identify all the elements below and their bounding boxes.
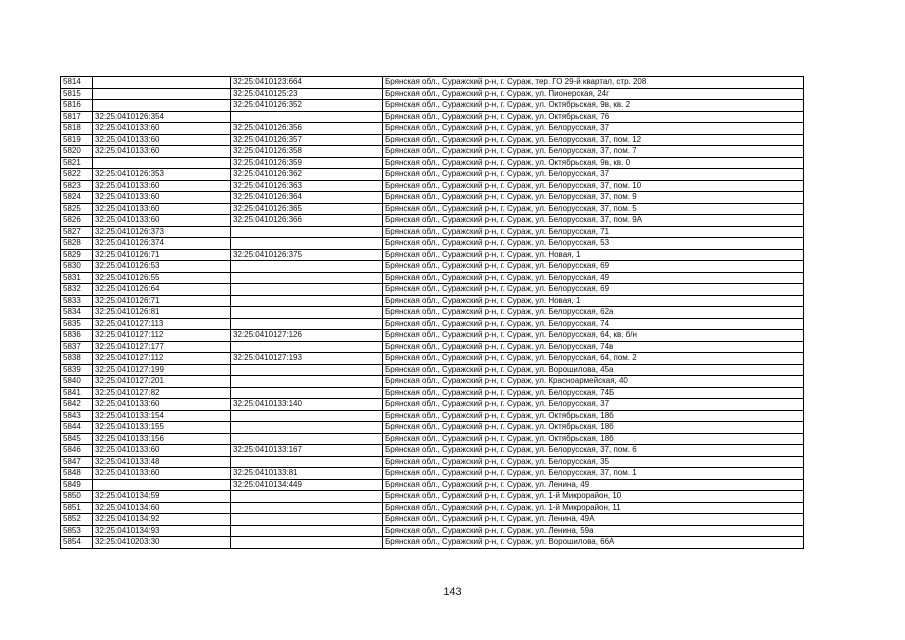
table-row	[61, 180, 804, 192]
page-number: 143	[443, 586, 462, 598]
row-number-cell: 5819	[61, 134, 93, 146]
object-cadastral-number-cell: 32:25:0410133:81	[231, 468, 383, 480]
records-table	[60, 76, 804, 549]
object-cadastral-number-cell: 32:25:0410123:664	[231, 77, 383, 89]
table-row	[61, 410, 804, 422]
row-number-cell: 5821	[61, 157, 93, 169]
table-row	[61, 399, 804, 411]
object-cadastral-number-cell	[231, 410, 383, 422]
object-cadastral-number-cell	[231, 295, 383, 307]
address-cell: Брянская обл., Суражский р-н, г. Сураж, ул. Белорусская, 71	[383, 226, 804, 238]
object-cadastral-number-cell	[231, 525, 383, 537]
object-cadastral-number-cell: 32:25:0410126:362	[231, 169, 383, 181]
address-cell: Брянская обл., Суражский р-н, г. Сураж, ул. Белорусская, 74Б	[383, 387, 804, 399]
land-cadastral-number-cell	[93, 88, 231, 100]
table-row	[61, 238, 804, 250]
land-cadastral-number-cell: 32:25:0410133:60	[93, 180, 231, 192]
row-number-cell: 5826	[61, 215, 93, 227]
land-cadastral-number-cell: 32:25:0410126:353	[93, 169, 231, 181]
address-cell: Брянская обл., Суражский р-н, г. Сураж, ул. Белорусская, 37	[383, 169, 804, 181]
row-number-cell: 5841	[61, 387, 93, 399]
land-cadastral-number-cell: 32:25:0410126:55	[93, 272, 231, 284]
table-row	[61, 353, 804, 365]
records-table-body	[61, 77, 804, 549]
row-number-cell: 5815	[61, 88, 93, 100]
address-cell: Брянская обл., Суражский р-н, г. Сураж, ул. Белорусская, 37, пом. 6	[383, 445, 804, 457]
address-cell: Брянская обл., Суражский р-н, г. Сураж, ул. Белорусская, 74	[383, 318, 804, 330]
land-cadastral-number-cell: 32:25:0410127:201	[93, 376, 231, 388]
row-number-cell: 5847	[61, 456, 93, 468]
object-cadastral-number-cell	[231, 433, 383, 445]
address-cell: Брянская обл., Суражский р-н, г. Сураж, ул. Красноармейская, 40	[383, 376, 804, 388]
address-cell: Брянская обл., Суражский р-н, г. Сураж, ул. Белорусская, 37, пом. 9	[383, 192, 804, 204]
row-number-cell: 5830	[61, 261, 93, 273]
row-number-cell: 5839	[61, 364, 93, 376]
land-cadastral-number-cell: 32:25:0410133:60	[93, 445, 231, 457]
table-row	[61, 88, 804, 100]
object-cadastral-number-cell: 32:25:0410126:365	[231, 203, 383, 215]
table-row	[61, 514, 804, 526]
row-number-cell: 5849	[61, 479, 93, 491]
object-cadastral-number-cell	[231, 341, 383, 353]
table-row	[61, 445, 804, 457]
address-cell: Брянская обл., Суражский р-н, г. Сураж, ул. 1-й Микрорайон, 10	[383, 491, 804, 503]
address-cell: Брянская обл., Суражский р-н, г. Сураж, ул. Белорусская, 37	[383, 399, 804, 411]
land-cadastral-number-cell: 32:25:0410133:60	[93, 468, 231, 480]
land-cadastral-number-cell: 32:25:0410126:71	[93, 249, 231, 261]
object-cadastral-number-cell	[231, 514, 383, 526]
land-cadastral-number-cell: 32:25:0410127:82	[93, 387, 231, 399]
row-number-cell: 5842	[61, 399, 93, 411]
address-cell: Брянская обл., Суражский р-н, г. Сураж, ул. Белорусская, 37, пом. 12	[383, 134, 804, 146]
row-number-cell: 5850	[61, 491, 93, 503]
table-row	[61, 77, 804, 89]
land-cadastral-number-cell: 32:25:0410134:60	[93, 502, 231, 514]
land-cadastral-number-cell: 32:25:0410133:60	[93, 134, 231, 146]
row-number-cell: 5838	[61, 353, 93, 365]
address-cell: Брянская обл., Суражский р-н, г. Сураж, ул. Ленина, 59а	[383, 525, 804, 537]
land-cadastral-number-cell: 32:25:0410133:60	[93, 123, 231, 135]
land-cadastral-number-cell: 32:25:0410126:53	[93, 261, 231, 273]
table-row	[61, 468, 804, 480]
address-cell: Брянская обл., Суражский р-н, г. Сураж, ул. Белорусская, 37, пом. 7	[383, 146, 804, 158]
object-cadastral-number-cell	[231, 318, 383, 330]
row-number-cell: 5829	[61, 249, 93, 261]
object-cadastral-number-cell	[231, 456, 383, 468]
row-number-cell: 5840	[61, 376, 93, 388]
object-cadastral-number-cell	[231, 364, 383, 376]
object-cadastral-number-cell: 32:25:0410126:366	[231, 215, 383, 227]
land-cadastral-number-cell: 32:25:0410134:59	[93, 491, 231, 503]
address-cell: Брянская обл., Суражский р-н, г. Сураж, ул. Новая, 1	[383, 249, 804, 261]
object-cadastral-number-cell: 32:25:0410126:357	[231, 134, 383, 146]
row-number-cell: 5828	[61, 238, 93, 250]
row-number-cell: 5823	[61, 180, 93, 192]
table-row	[61, 537, 804, 549]
land-cadastral-number-cell: 32:25:0410133:60	[93, 146, 231, 158]
land-cadastral-number-cell: 32:25:0410127:112	[93, 330, 231, 342]
object-cadastral-number-cell: 32:25:0410127:126	[231, 330, 383, 342]
address-cell: Брянская обл., Суражский р-н, г. Сураж, ул. 1-й Микрорайон, 11	[383, 502, 804, 514]
table-row	[61, 491, 804, 503]
land-cadastral-number-cell: 32:25:0410126:354	[93, 111, 231, 123]
table-row	[61, 261, 804, 273]
object-cadastral-number-cell: 32:25:0410126:352	[231, 100, 383, 112]
object-cadastral-number-cell	[231, 111, 383, 123]
row-number-cell: 5851	[61, 502, 93, 514]
table-row	[61, 123, 804, 135]
address-cell: Брянская обл., Суражский р-н, г. Сураж, ул. Ворошилова, 45а	[383, 364, 804, 376]
table-row	[61, 249, 804, 261]
address-cell: Брянская обл., Суражский р-н, г. Сураж, ул. Белорусская, 53	[383, 238, 804, 250]
object-cadastral-number-cell: 32:25:0410126:375	[231, 249, 383, 261]
table-row	[61, 433, 804, 445]
row-number-cell: 5816	[61, 100, 93, 112]
land-cadastral-number-cell: 32:25:0410126:373	[93, 226, 231, 238]
address-cell: Брянская обл., Суражский р-н, г. Сураж, ул. Белорусская, 49	[383, 272, 804, 284]
land-cadastral-number-cell: 32:25:0410134:92	[93, 514, 231, 526]
table-row	[61, 479, 804, 491]
object-cadastral-number-cell	[231, 376, 383, 388]
table-row	[61, 295, 804, 307]
address-cell: Брянская обл., Суражский р-н, г. Сураж, ул. Белорусская, 69	[383, 261, 804, 273]
row-number-cell: 5836	[61, 330, 93, 342]
land-cadastral-number-cell: 32:25:0410126:71	[93, 295, 231, 307]
land-cadastral-number-cell: 32:25:0410126:64	[93, 284, 231, 296]
address-cell: Брянская обл., Суражский р-н, г. Сураж, ул. Белорусская, 37, пом. 10	[383, 180, 804, 192]
row-number-cell: 5854	[61, 537, 93, 549]
object-cadastral-number-cell: 32:25:0410125:23	[231, 88, 383, 100]
land-cadastral-number-cell: 32:25:0410127:199	[93, 364, 231, 376]
address-cell: Брянская обл., Суражский р-н, г. Сураж, ул. Белорусская, 62а	[383, 307, 804, 319]
land-cadastral-number-cell: 32:25:0410133:48	[93, 456, 231, 468]
address-cell: Брянская обл., Суражский р-н, г. Сураж, ул. Новая, 1	[383, 295, 804, 307]
object-cadastral-number-cell: 32:25:0410126:363	[231, 180, 383, 192]
row-number-cell: 5832	[61, 284, 93, 296]
table-row	[61, 226, 804, 238]
table-row	[61, 203, 804, 215]
row-number-cell: 5835	[61, 318, 93, 330]
object-cadastral-number-cell	[231, 422, 383, 434]
address-cell: Брянская обл., Суражский р-н, г. Сураж, тер. ГО 29-й квартал, стр. 208	[383, 77, 804, 89]
address-cell: Брянская обл., Суражский р-н, г. Сураж, ул. Белорусская, 69	[383, 284, 804, 296]
land-cadastral-number-cell: 32:25:0410133:60	[93, 192, 231, 204]
land-cadastral-number-cell	[93, 479, 231, 491]
row-number-cell: 5848	[61, 468, 93, 480]
address-cell: Брянская обл., Суражский р-н, г. Сураж, ул. Белорусская, 35	[383, 456, 804, 468]
address-cell: Брянская обл., Суражский р-н, г. Сураж, ул. Белорусская, 64, пом. 2	[383, 353, 804, 365]
table-row	[61, 100, 804, 112]
object-cadastral-number-cell	[231, 491, 383, 503]
row-number-cell: 5852	[61, 514, 93, 526]
address-cell: Брянская обл., Суражский р-н, г. Сураж, ул. Пионерская, 24г	[383, 88, 804, 100]
address-cell: Брянская обл., Суражский р-н, г. Сураж, ул. Октябрьская, 9в, кв. 0	[383, 157, 804, 169]
table-row	[61, 387, 804, 399]
object-cadastral-number-cell	[231, 307, 383, 319]
land-cadastral-number-cell: 32:25:0410133:60	[93, 215, 231, 227]
table-row	[61, 111, 804, 123]
table-row	[61, 134, 804, 146]
table-row	[61, 456, 804, 468]
land-cadastral-number-cell: 32:25:0410126:374	[93, 238, 231, 250]
row-number-cell: 5845	[61, 433, 93, 445]
table-row	[61, 169, 804, 181]
address-cell: Брянская обл., Суражский р-н, г. Сураж, ул. Октябрьская, 18б	[383, 410, 804, 422]
table-row	[61, 192, 804, 204]
row-number-cell: 5824	[61, 192, 93, 204]
land-cadastral-number-cell: 32:25:0410134:93	[93, 525, 231, 537]
row-number-cell: 5843	[61, 410, 93, 422]
row-number-cell: 5837	[61, 341, 93, 353]
address-cell: Брянская обл., Суражский р-н, г. Сураж, ул. Белорусская, 37, пом. 5	[383, 203, 804, 215]
row-number-cell: 5814	[61, 77, 93, 89]
table-row	[61, 341, 804, 353]
land-cadastral-number-cell	[93, 157, 231, 169]
object-cadastral-number-cell: 32:25:0410126:358	[231, 146, 383, 158]
object-cadastral-number-cell	[231, 226, 383, 238]
land-cadastral-number-cell: 32:25:0410127:113	[93, 318, 231, 330]
object-cadastral-number-cell	[231, 272, 383, 284]
land-cadastral-number-cell: 32:25:0410133:156	[93, 433, 231, 445]
land-cadastral-number-cell: 32:25:0410127:177	[93, 341, 231, 353]
table-row	[61, 502, 804, 514]
address-cell: Брянская обл., Суражский р-н, г. Сураж, ул. Октябрьская, 76	[383, 111, 804, 123]
table-row	[61, 422, 804, 434]
address-cell: Брянская обл., Суражский р-н, г. Сураж, ул. Ворошилова, 66А	[383, 537, 804, 549]
land-cadastral-number-cell: 32:25:0410133:60	[93, 203, 231, 215]
table-row	[61, 376, 804, 388]
table-row	[61, 318, 804, 330]
address-cell: Брянская обл., Суражский р-н, г. Сураж, ул. Октябрьская, 9в, кв. 2	[383, 100, 804, 112]
object-cadastral-number-cell: 32:25:0410126:364	[231, 192, 383, 204]
object-cadastral-number-cell	[231, 284, 383, 296]
object-cadastral-number-cell	[231, 387, 383, 399]
row-number-cell: 5818	[61, 123, 93, 135]
land-cadastral-number-cell: 32:25:0410133:155	[93, 422, 231, 434]
address-cell: Брянская обл., Суражский р-н, г. Сураж, ул. Белорусская, 64, кв. б/н	[383, 330, 804, 342]
address-cell: Брянская обл., Суражский р-н, г. Сураж, ул. Белорусская, 37, пом. 9А	[383, 215, 804, 227]
object-cadastral-number-cell	[231, 238, 383, 250]
table-row	[61, 525, 804, 537]
row-number-cell: 5825	[61, 203, 93, 215]
address-cell: Брянская обл., Суражский р-н, г. Сураж, ул. Октябрьская, 18б	[383, 433, 804, 445]
table-row	[61, 307, 804, 319]
land-cadastral-number-cell	[93, 100, 231, 112]
row-number-cell: 5831	[61, 272, 93, 284]
object-cadastral-number-cell: 32:25:0410133:140	[231, 399, 383, 411]
row-number-cell: 5833	[61, 295, 93, 307]
object-cadastral-number-cell: 32:25:0410133:167	[231, 445, 383, 457]
row-number-cell: 5820	[61, 146, 93, 158]
land-cadastral-number-cell: 32:25:0410133:154	[93, 410, 231, 422]
object-cadastral-number-cell	[231, 261, 383, 273]
row-number-cell: 5817	[61, 111, 93, 123]
row-number-cell: 5846	[61, 445, 93, 457]
table-row	[61, 284, 804, 296]
address-cell: Брянская обл., Суражский р-н, г. Сураж, ул. Ленина, 49	[383, 479, 804, 491]
land-cadastral-number-cell	[93, 77, 231, 89]
land-cadastral-number-cell: 32:25:0410126:81	[93, 307, 231, 319]
address-cell: Брянская обл., Суражский р-н, г. Сураж, ул. Белорусская, 37, пом. 1	[383, 468, 804, 480]
row-number-cell: 5822	[61, 169, 93, 181]
object-cadastral-number-cell	[231, 502, 383, 514]
object-cadastral-number-cell: 32:25:0410134:449	[231, 479, 383, 491]
table-row	[61, 330, 804, 342]
row-number-cell: 5853	[61, 525, 93, 537]
object-cadastral-number-cell: 32:25:0410126:356	[231, 123, 383, 135]
table-row	[61, 157, 804, 169]
object-cadastral-number-cell: 32:25:0410127:193	[231, 353, 383, 365]
row-number-cell: 5844	[61, 422, 93, 434]
table-row	[61, 215, 804, 227]
land-cadastral-number-cell: 32:25:0410203:30	[93, 537, 231, 549]
address-cell: Брянская обл., Суражский р-н, г. Сураж, ул. Белорусская, 37	[383, 123, 804, 135]
object-cadastral-number-cell: 32:25:0410126:359	[231, 157, 383, 169]
address-cell: Брянская обл., Суражский р-н, г. Сураж, ул. Октябрьская, 18б	[383, 422, 804, 434]
land-cadastral-number-cell: 32:25:0410133:60	[93, 399, 231, 411]
table-row	[61, 272, 804, 284]
row-number-cell: 5834	[61, 307, 93, 319]
row-number-cell: 5827	[61, 226, 93, 238]
object-cadastral-number-cell	[231, 537, 383, 549]
land-cadastral-number-cell: 32:25:0410127:112	[93, 353, 231, 365]
address-cell: Брянская обл., Суражский р-н, г. Сураж, ул. Ленина, 49А	[383, 514, 804, 526]
address-cell: Брянская обл., Суражский р-н, г. Сураж, ул. Белорусская, 74в	[383, 341, 804, 353]
table-row	[61, 364, 804, 376]
table-row	[61, 146, 804, 158]
